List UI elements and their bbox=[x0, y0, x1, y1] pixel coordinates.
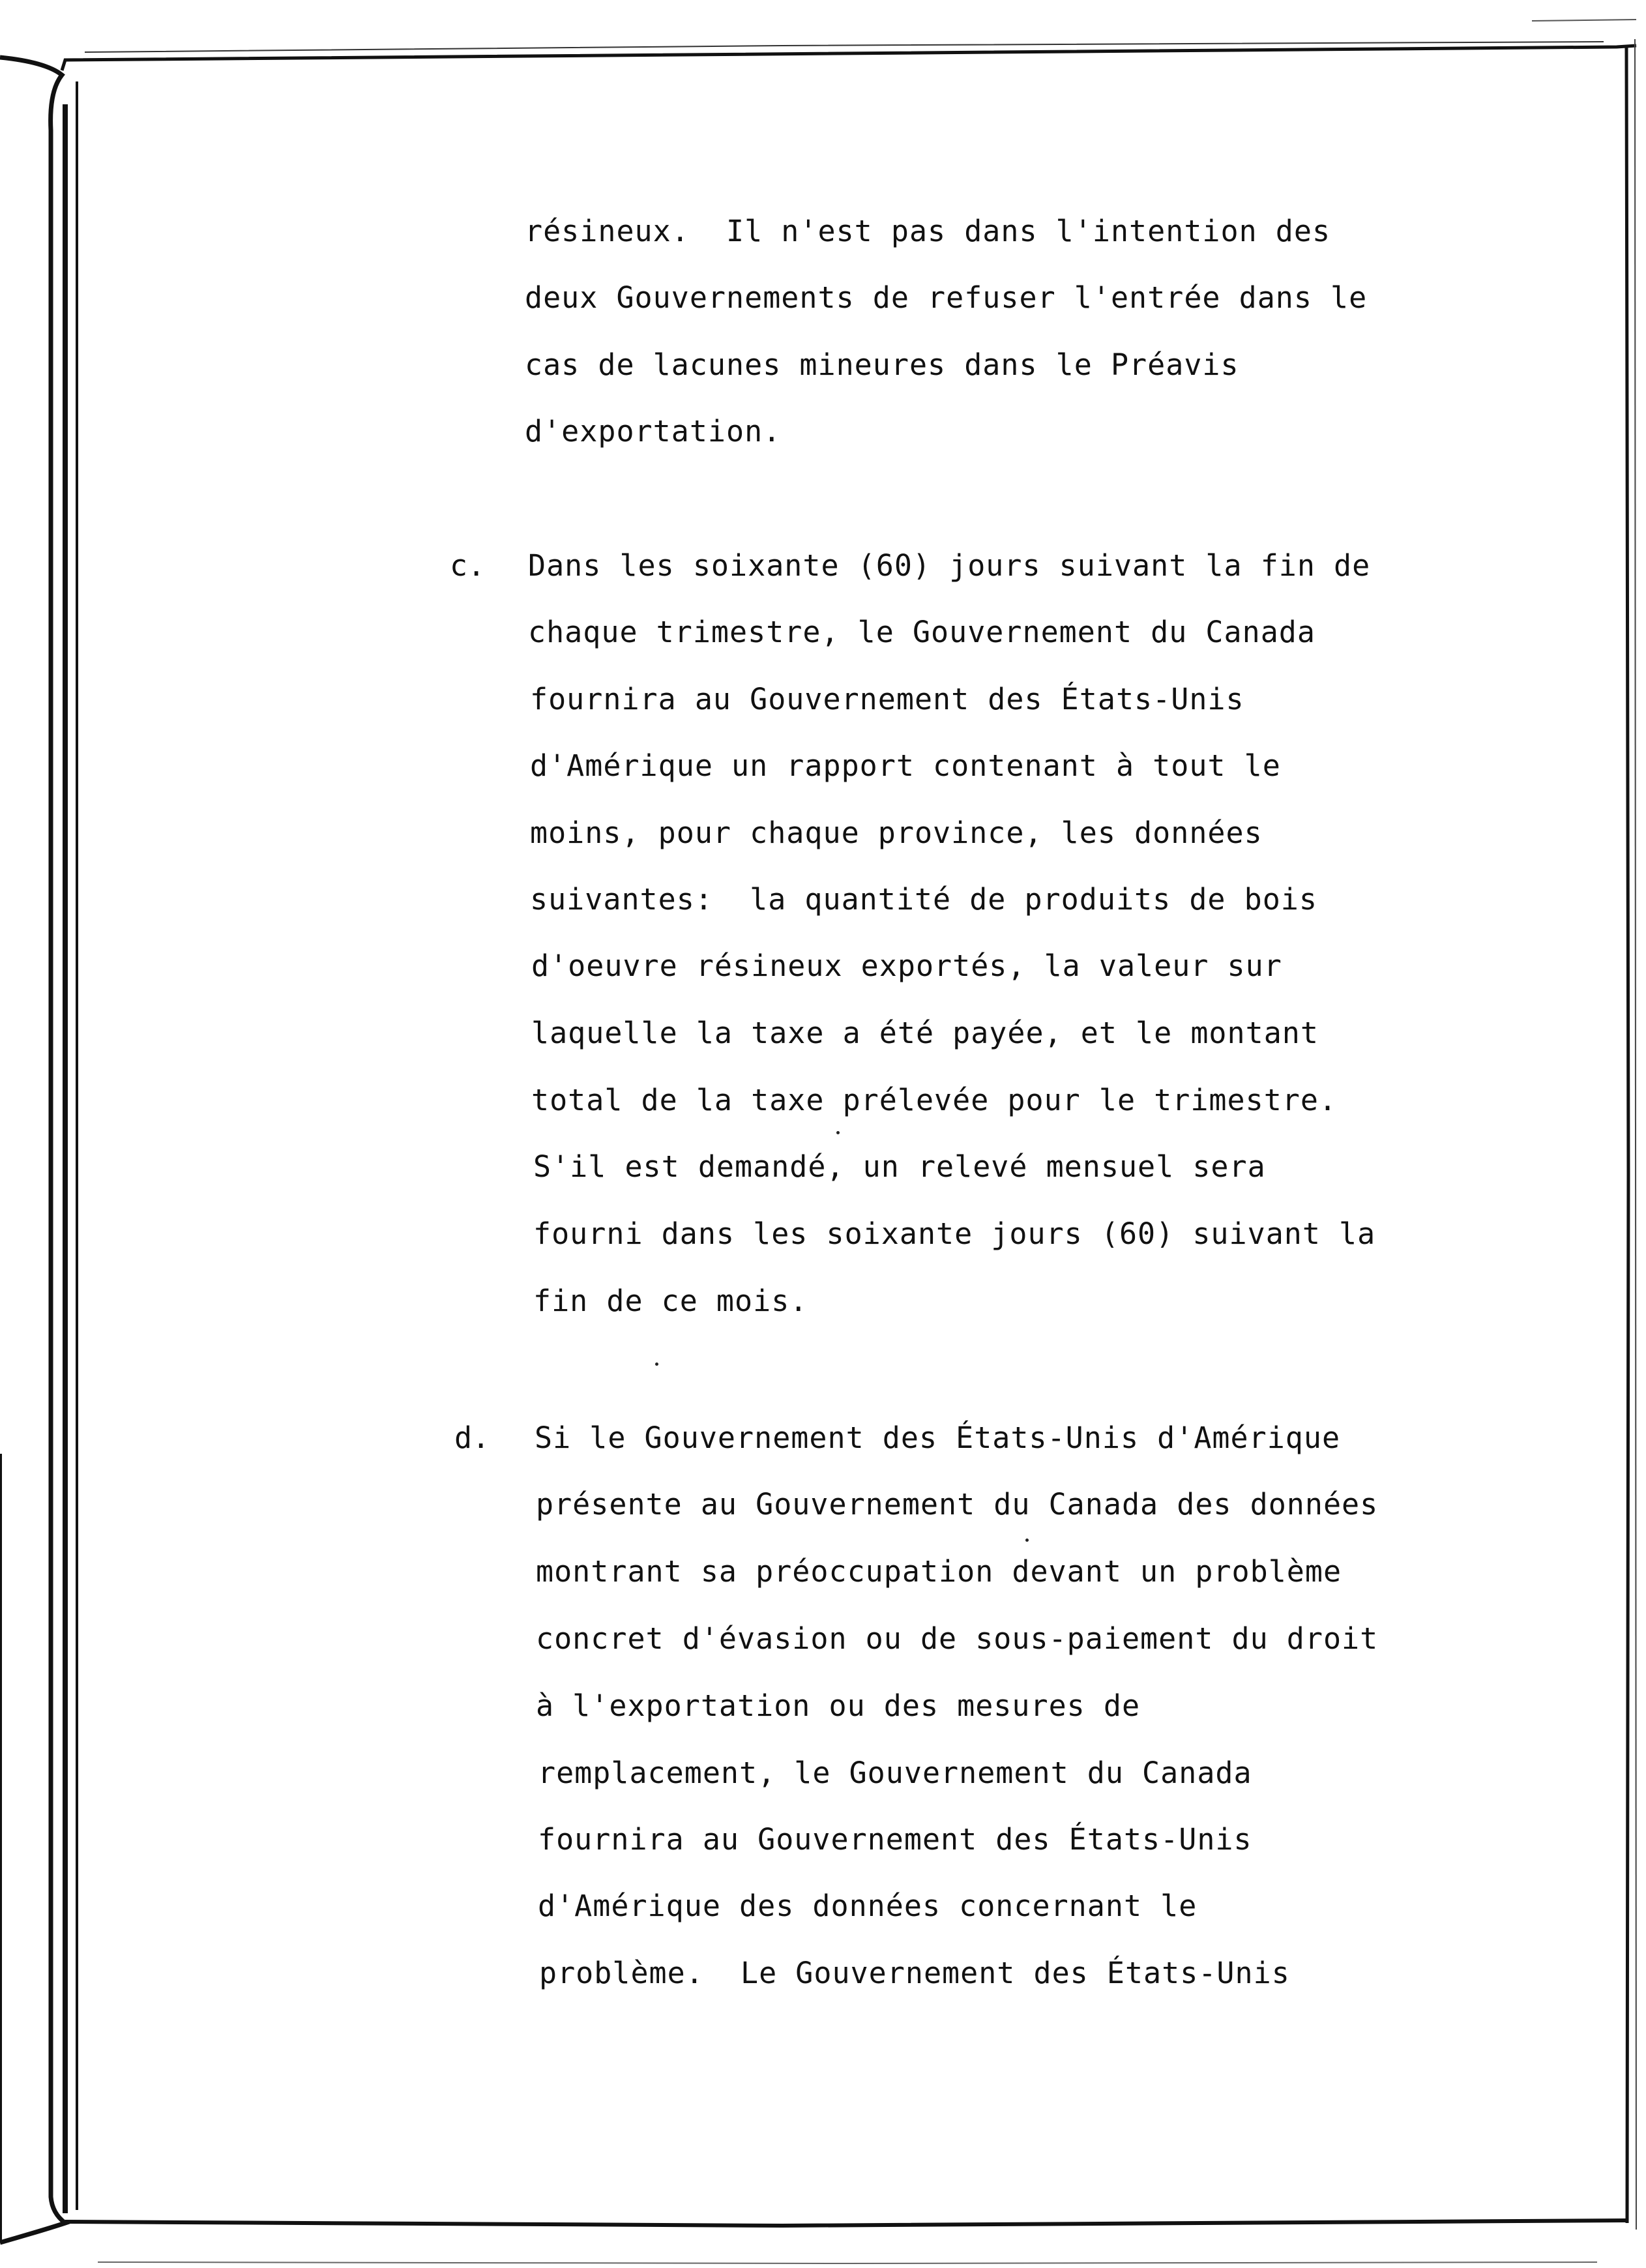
text-line: moins, pour chaque province, les données bbox=[530, 816, 1263, 850]
text-line: remplacement, le Gouvernement du Canada bbox=[538, 1756, 1252, 1790]
text-line: d'oeuvre résineux exportés, la valeur sur bbox=[531, 949, 1282, 983]
text-line: résineux. Il n'est pas dans l'intention des bbox=[525, 214, 1331, 248]
scan-speck bbox=[836, 1131, 840, 1134]
text-line: Si le Gouvernement des États-Unis d'Amérique bbox=[535, 1421, 1341, 1455]
text-line: total de la taxe prélevée pour le trimestre. bbox=[531, 1083, 1338, 1117]
text-line: présente au Gouvernement du Canada des données bbox=[536, 1487, 1379, 1522]
text-line: suivantes: la quantité de produits de bois bbox=[530, 882, 1317, 917]
text-line: fournira au Gouvernement des États-Unis bbox=[530, 682, 1244, 716]
text-line: deux Gouvernements de refuser l'entrée dans le bbox=[525, 280, 1368, 315]
text-line: fournira au Gouvernement des États-Unis bbox=[538, 1822, 1252, 1857]
text-line: chaque trimestre, le Gouvernement du Canada bbox=[528, 615, 1315, 649]
text-line: problème. Le Gouvernement des États-Unis bbox=[539, 1956, 1290, 1990]
text-line: montrant sa préoccupation devant un problème bbox=[536, 1554, 1342, 1589]
text-line: Dans les soixante (60) jours suivant la fin de bbox=[528, 548, 1371, 583]
text-line: d'Amérique un rapport contenant à tout le bbox=[530, 748, 1281, 783]
text-line: cas de lacunes mineures dans le Préavis bbox=[525, 347, 1239, 382]
text-line: fin de ce mois. bbox=[533, 1284, 808, 1318]
text-line: à l'exportation ou des mesures de bbox=[536, 1688, 1141, 1723]
text-line: laquelle la taxe a été payée, et le montant bbox=[531, 1016, 1319, 1050]
scan-speck bbox=[1025, 1539, 1029, 1542]
paragraph-marker: d. bbox=[454, 1421, 490, 1455]
scan-speck bbox=[655, 1362, 658, 1366]
text-line: fourni dans les soixante jours (60) suivant la bbox=[533, 1216, 1376, 1251]
text-line: concret d'évasion ou de sous-paiement du droit bbox=[536, 1621, 1379, 1656]
text-line: d'Amérique des données concernant le bbox=[538, 1889, 1198, 1923]
paragraph-marker: c. bbox=[450, 548, 486, 583]
text-line: d'exportation. bbox=[525, 414, 782, 449]
text-line: S'il est demandé, un relevé mensuel sera bbox=[533, 1149, 1266, 1184]
